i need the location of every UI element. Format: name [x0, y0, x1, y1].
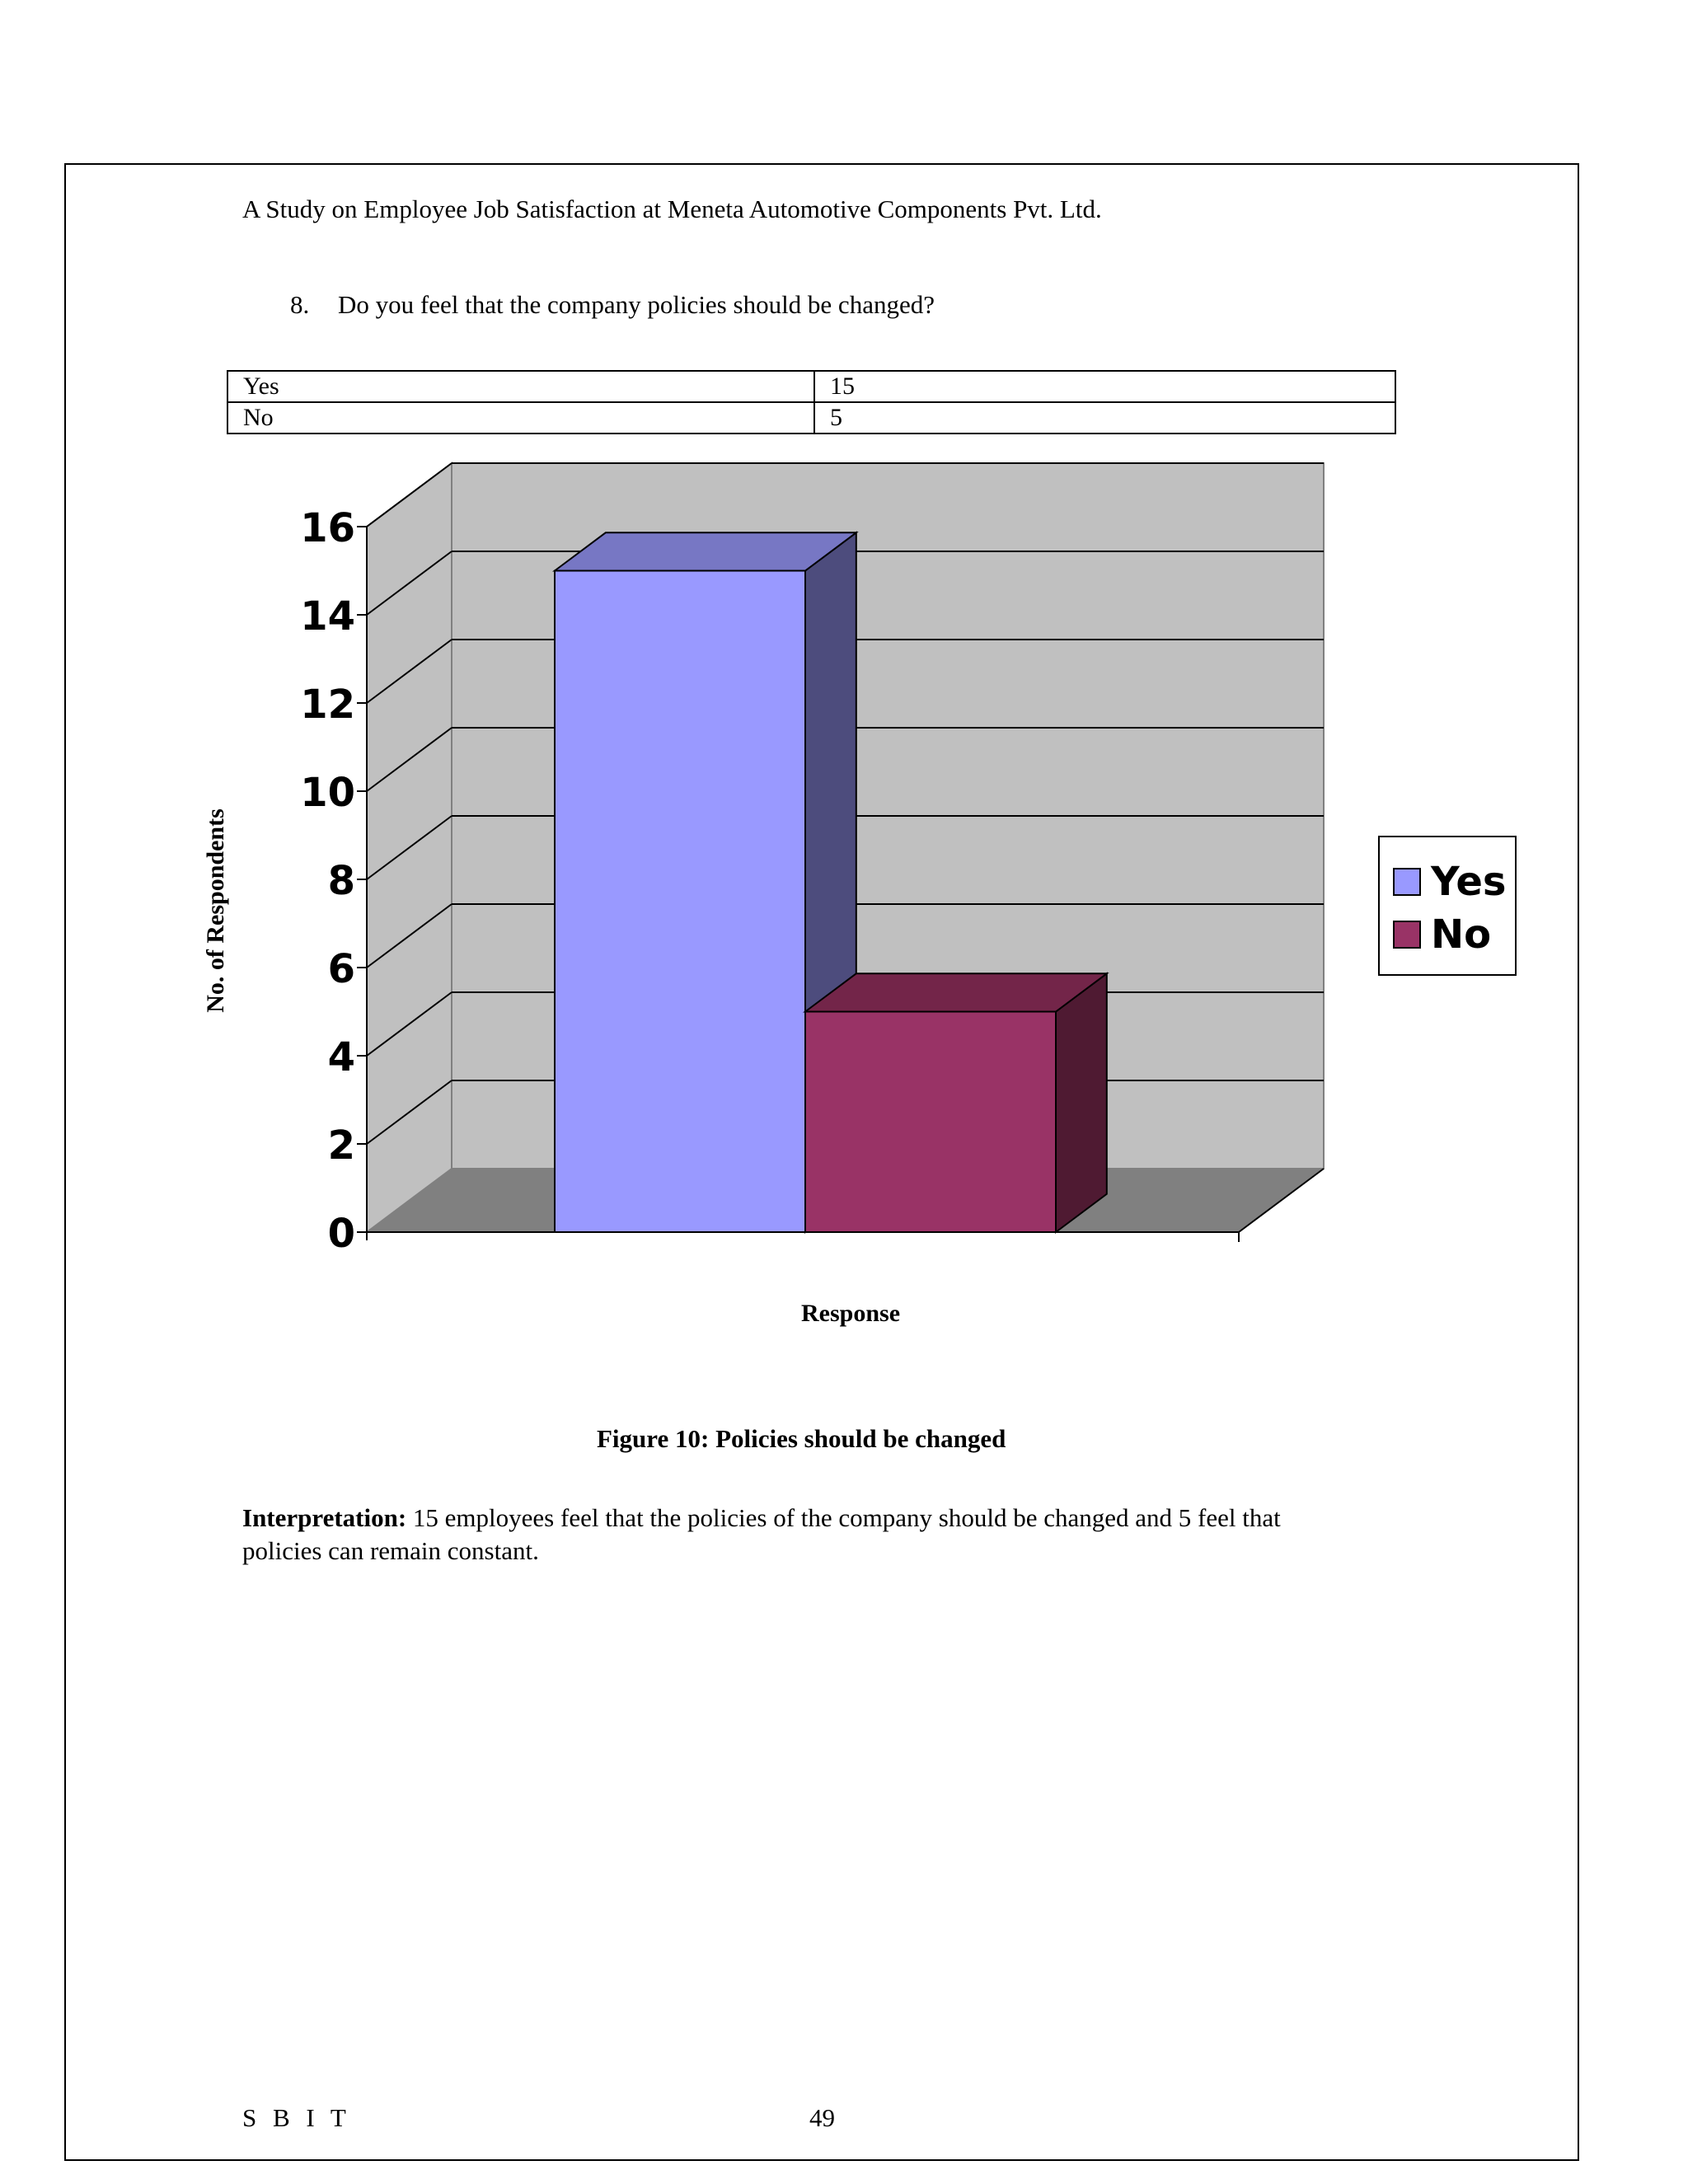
- footer-institute: S B I T: [242, 2103, 351, 2132]
- question-number: 8.: [290, 290, 310, 319]
- interpretation-label: Interpretation:: [242, 1503, 407, 1532]
- response-table: [227, 370, 1396, 434]
- bar-no: [805, 1012, 1056, 1233]
- y-tick-label: 16: [300, 505, 355, 551]
- interpretation-paragraph: [242, 1502, 1363, 1568]
- legend-label: No: [1431, 912, 1492, 958]
- y-tick-label: 10: [300, 770, 355, 816]
- y-tick-label: 0: [327, 1211, 355, 1257]
- question: [290, 290, 935, 320]
- interpretation-text: 15 employees feel that the policies of the company should be changed and 5 feel that policies can remain constant.: [242, 1503, 1281, 1565]
- bar-top-no: [805, 973, 1107, 1011]
- y-tick-label: 8: [327, 858, 355, 904]
- bar-top-yes: [555, 532, 856, 570]
- figure-caption: Figure 10: Policies should be changed: [597, 1424, 1006, 1453]
- y-tick-label: 4: [327, 1034, 355, 1080]
- legend-item-no: [1393, 910, 1491, 959]
- y-axis-label: No. of Respondents: [202, 808, 229, 1013]
- chart-legend: [1378, 836, 1517, 976]
- legend-swatch-yes: [1393, 868, 1421, 896]
- question-text: Do you feel that the company policies should be changed?: [338, 290, 935, 319]
- x-axis-label: Response: [801, 1300, 901, 1327]
- y-tick-label: 14: [300, 593, 355, 640]
- legend-swatch-no: [1393, 921, 1421, 949]
- bar-chart: [181, 457, 1352, 1265]
- y-tick-label: 12: [300, 682, 355, 728]
- bar-side-no: [1056, 973, 1107, 1232]
- table-cell-value: 15: [814, 371, 1395, 402]
- y-tick-label: 2: [327, 1122, 355, 1169]
- table-row: [227, 371, 1395, 402]
- header-title: A Study on Employee Job Satisfaction at Meneta Automotive Components Pvt. Ltd.: [242, 194, 1102, 223]
- table-cell-value: 5: [814, 402, 1395, 434]
- table-row: [227, 402, 1395, 434]
- y-tick-label: 6: [327, 946, 355, 992]
- table-cell-label: No: [227, 402, 814, 434]
- bar-yes: [555, 571, 805, 1233]
- legend-label: Yes: [1431, 859, 1507, 905]
- table-cell-label: Yes: [227, 371, 814, 402]
- page-number: 49: [809, 2103, 835, 2132]
- legend-item-yes: [1393, 857, 1506, 907]
